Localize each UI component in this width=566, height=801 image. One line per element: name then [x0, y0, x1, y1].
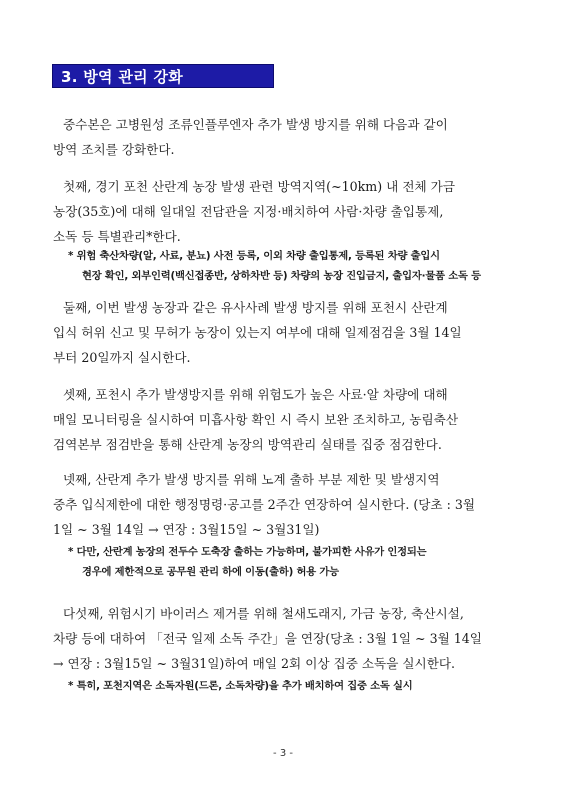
- text-line: 검역본부 점검반을 통해 산란계 농장의 방역관리 실태를 집중 점검한다.: [53, 437, 442, 452]
- fifth-paragraph: [53, 601, 515, 676]
- text-line: 다섯째, 위험시기 바이러스 제거를 위해 철새도래지, 가금 농장, 축산시설,: [63, 606, 464, 621]
- second-paragraph: [53, 295, 515, 370]
- text-line: 중수본은 고병원성 조류인플루엔자 추가 발생 방지를 위해 다음과 같이: [63, 117, 448, 132]
- first-paragraph: [53, 174, 515, 249]
- intro-paragraph: [53, 112, 515, 162]
- text-line: 매일 모니터링을 실시하여 미흡사항 확인 시 즉시 보완 조치하고, 농림축산: [53, 412, 458, 427]
- note-line: * 특히, 포천지역은 소독자원(드론, 소독차량)을 추가 배치하여 집중 소독 실시: [68, 680, 413, 692]
- note-3: [68, 676, 528, 696]
- text-line: 셋째, 포천시 추가 발생방지를 위해 위험도가 높은 사료·알 차량에 대해: [63, 387, 448, 402]
- note-line: 경우에 제한적으로 공무원 관리 하에 이동(출하) 허용 가능: [82, 566, 339, 578]
- note-line: * 다만, 산란계 농장의 전두수 도축장 출하는 가능하며, 불가피한 사유가 인정되는: [68, 546, 427, 558]
- note-line: 현장 확인, 외부인력(백신접종반, 상하차반 등) 차량의 농장 진입금지, 출입자·물품 소독 등: [82, 270, 481, 282]
- text-line: 농장(35호)에 대해 일대일 전담관을 지정·배치하여 사람·차량 출입통제,: [53, 204, 444, 219]
- note-2: [68, 542, 528, 582]
- text-line: 입식 허위 신고 및 무허가 농장이 있는지 여부에 대해 일제점검을 3월 14일: [53, 325, 462, 340]
- section-title: 3. 방역 관리 강화: [61, 67, 184, 86]
- text-line: 부터 20일까지 실시한다.: [53, 350, 191, 365]
- text-line: 둘째, 이번 발생 농장과 같은 유사사례 발생 방지를 위해 포천시 산란계: [63, 300, 448, 315]
- note-1: [68, 246, 528, 286]
- text-line: 첫째, 경기 포천 산란계 농장 발생 관련 방역지역(~10km) 내 전체 가금: [63, 179, 455, 194]
- text-line: 중추 입식제한에 대한 행정명령·공고를 2주간 연장하여 실시한다. (당초 : 3월: [53, 497, 476, 512]
- text-line: 넷째, 산란계 추가 발생 방지를 위해 노계 출하 부분 제한 및 발생지역: [63, 472, 440, 487]
- page-number: - 3 -: [273, 748, 293, 759]
- text-line: → 연장 : 3월15일 ~ 3월31일)하여 매일 2회 이상 집중 소독을 실시한다.: [53, 656, 456, 671]
- fourth-paragraph: [53, 467, 515, 542]
- section-header: [52, 64, 274, 88]
- third-paragraph: [53, 382, 515, 457]
- text-line: 방역 조치를 강화한다.: [53, 142, 175, 157]
- note-line: * 위험 축산차량(알, 사료, 분뇨) 사전 등록, 이외 차량 출입통제, 등록된 차량 출입시: [68, 250, 440, 262]
- text-line: 차량 등에 대하여 「전국 일제 소독 주간」을 연장(당초 : 3월 1일 ~ 3월 14일: [53, 631, 482, 646]
- text-line: 소독 등 특별관리*한다.: [53, 229, 181, 244]
- text-line: 1일 ~ 3월 14일 → 연장 : 3월15일 ~ 3월31일): [53, 522, 320, 537]
